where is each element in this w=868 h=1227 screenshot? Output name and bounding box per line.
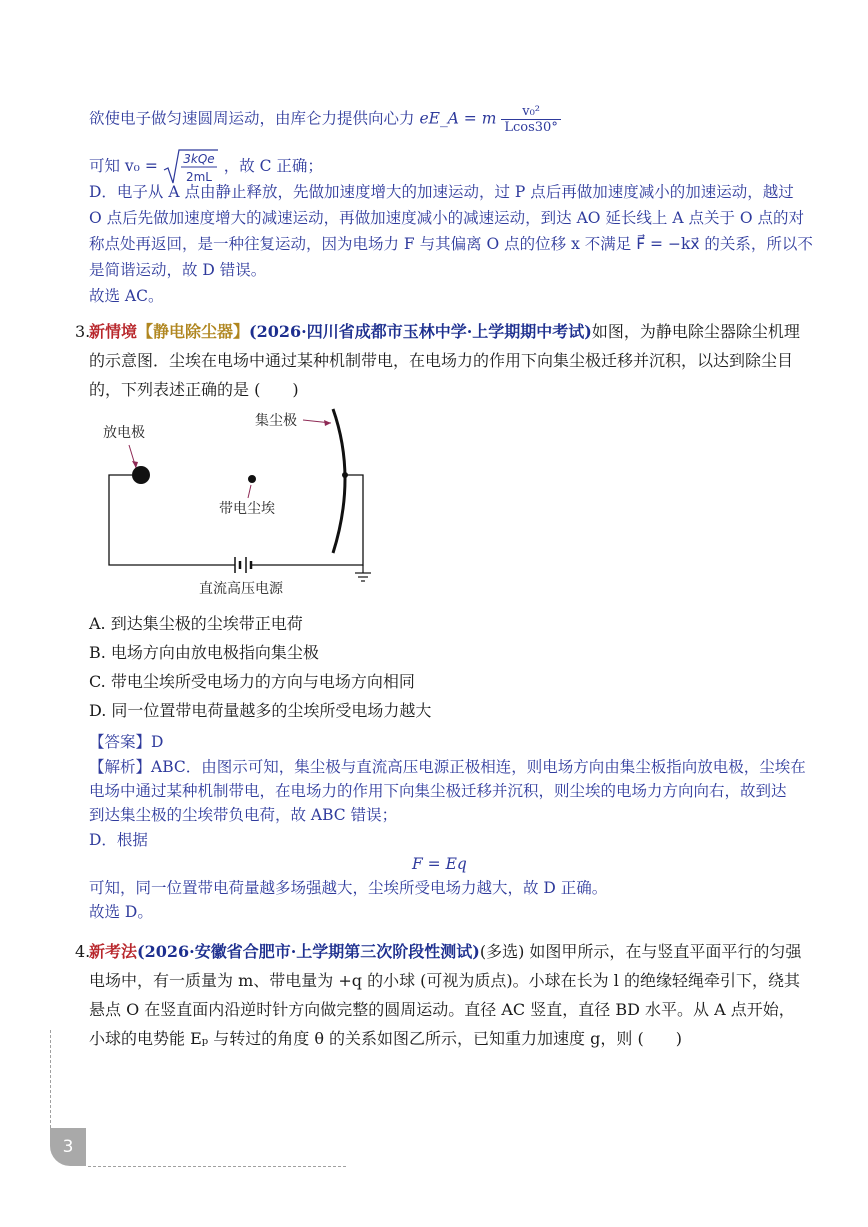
formula: eE_A = m (419, 109, 497, 128)
label-charged-dust: 带电尘埃 (219, 501, 275, 517)
collector-electrode (333, 409, 345, 553)
sqrt-numerator: 3kQe (183, 152, 215, 166)
sqrt-denominator: 2mL (185, 170, 212, 184)
question-3 (75, 317, 809, 404)
fraction-numerator: v₀² (501, 104, 560, 120)
page-border-horizontal (88, 1166, 346, 1167)
option-d[interactable]: D. 同一位置带电荷量越多的尘埃所受电场力越大 (89, 701, 432, 720)
analysis-line: 到达集尘极的尘埃带负电荷，故 ABC 错误； (89, 806, 398, 824)
solution-line: 是简谐运动，故 D 错误。 (89, 261, 267, 279)
question-4 (75, 937, 809, 1053)
solution-line: 称点处再返回，是一种往复运动，因为电场力 F 与其偏离 O 点的位移 x 不满足 F⃗ = −kx⃗ 的关系，所以不 (89, 235, 813, 253)
option-b[interactable]: B. 电场方向由放电极指向集尘极 (89, 643, 319, 662)
option-a[interactable]: A. 到达集尘极的尘埃带正电荷 (89, 614, 303, 633)
tag-topic: 【静电除尘器】 (137, 322, 250, 341)
label-power-supply: 直流高压电源 (199, 581, 283, 597)
tag-new-context: 新情境 (89, 322, 138, 341)
circuit-wire (109, 475, 235, 565)
analysis-line: 故选 D。 (89, 903, 153, 921)
solution-text: ，故 C 正确； (223, 157, 323, 175)
page-number: 3 (50, 1128, 86, 1166)
arrow-icon (324, 420, 331, 426)
fraction-denominator: Lcos30° (504, 120, 558, 135)
label-discharge-electrode: 放电极 (103, 425, 145, 441)
solution-text: 欲使电子做匀速圆周运动，由库仑力提供向心力 (89, 109, 415, 128)
solution-text: 可知 v₀ = (89, 157, 158, 175)
question-source: (2026·四川省成都市玉林中学·上学期期中考试) (249, 322, 592, 341)
analysis-line: 电场中通过某种机制带电，在电场力的作用下向集尘极迁移并沉积，则尘埃的电场力方向向右，故到达 (89, 782, 787, 800)
discharge-electrode (132, 466, 150, 484)
question-number: 3. (75, 322, 91, 341)
solution-line: 故选 AC。 (89, 287, 164, 305)
dust-particle (248, 475, 256, 483)
solution-line: D．电子从 A 点由静止释放，先做加速度增大的加速运动，过 P 点后再做加速度减小的加速运动，越过 (89, 183, 794, 201)
formula: F = Eq (412, 855, 467, 873)
analysis-line: D．根据 (89, 831, 148, 849)
question-source: (2026·安徽省合肥市·上学期第三次阶段性测试) (137, 942, 480, 961)
analysis-line: 【解析】ABC．由图示可知，集尘极与直流高压电源正极相连，则电场方向由集尘板指向放电极，尘埃在 (89, 758, 806, 776)
dust-pointer (248, 485, 251, 498)
answer: 【答案】D (89, 733, 164, 751)
question-stem: (多选) 如图甲所示，在与竖直平面平行的匀强电场中，有一质量为 m、带电量为 +q 的小球 (可视为质点)。小球在长为 l 的绝缘轻绳牵引下，绕其悬点 O 在竖直面内沿逆时针方向做完整的圆周运动。直径 AC 竖直，直径 BD 水平。从 A 点开始，小球的电势能 Eₚ 与转过的角度 θ 的关系如图乙所示，已知重力加速度 g，则 ( ) (89, 942, 802, 1048)
solution-line (89, 104, 561, 135)
page-border-vertical (50, 1030, 51, 1128)
tag-new-method: 新考法 (89, 942, 138, 961)
question-stem: 如图，为静电除尘器除尘机理的示意图．尘埃在电场中通过某种机制带电，在电场力的作用下向集尘极迁移并沉积，以达到除尘目的，下列表述正确的是 ( ) (89, 322, 800, 399)
precipitator-diagram (95, 405, 385, 605)
solution-line: O 点后先做加速度增大的减速运动，再做加速度减小的减速运动，到达 AO 延长线上 A 点关于 O 点的对 (89, 209, 805, 227)
analysis-formula (412, 853, 467, 875)
fraction (501, 104, 560, 135)
ground-icon (355, 565, 371, 581)
question-number: 4. (75, 942, 91, 961)
label-collector-electrode: 集尘极 (255, 413, 297, 429)
battery-icon (235, 557, 251, 573)
analysis-line: 可知，同一位置带电荷量越多场强越大，尘埃所受电场力越大，故 D 正确。 (89, 879, 608, 897)
option-c[interactable]: C. 带电尘埃所受电场力的方向与电场方向相同 (89, 672, 415, 691)
